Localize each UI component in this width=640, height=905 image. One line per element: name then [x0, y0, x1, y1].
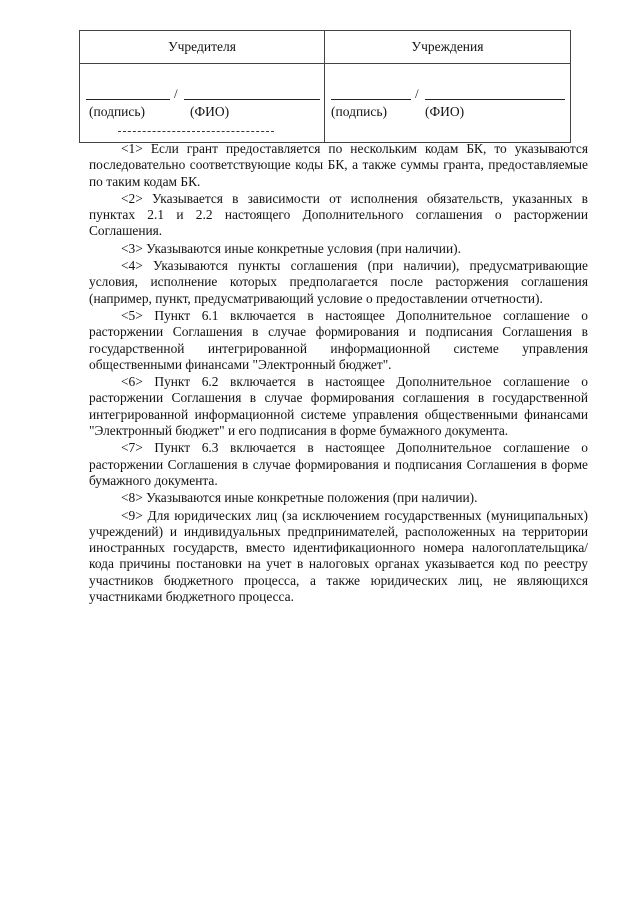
footnote-6: <6> Пункт 6.2 включается в настоящее Дополнительное соглашение о расторжении Соглашения в случае формирования соглашения в государственной интегрированной информационной системе управления общественными финансами "Электронный бюджет" и его подписания в форме бумажного документа.: [89, 374, 588, 439]
footnote-separator: [118, 131, 274, 132]
institution-signature-cell: [325, 64, 571, 143]
founder-header: Учредителя: [80, 31, 325, 64]
institution-name-caption: (ФИО): [425, 104, 465, 119]
founder-slash: /: [174, 86, 178, 101]
institution-slash: /: [415, 86, 419, 101]
footnote-1: <1> Если грант предоставляется по нескольким кодам БК, то указываются последовательно соответствующие коды БК, а также суммы гранта, предоставляемые по таким кодам БК.: [89, 141, 588, 189]
footnotes: [89, 141, 588, 606]
founder-name-line: [184, 98, 320, 100]
institution-header: Учреждения: [325, 31, 571, 64]
founder-signature-line: [86, 98, 170, 100]
institution-name-line: [425, 98, 565, 100]
institution-signature-caption: (подпись): [331, 104, 388, 119]
institution-signature-line: [331, 98, 411, 100]
footnote-4: <4> Указываются пункты соглашения (при наличии), предусматривающие условия, исполнение которых предполагается после расторжения соглашения (например, пункт, предусматривающий условие о предоставлении отчетности).: [89, 258, 588, 306]
footnote-7: <7> Пункт 6.3 включается в настоящее Дополнительное соглашение о расторжении Соглашения в случае формирования и подписания Соглашения в форме бумажного документа.: [89, 440, 588, 488]
signature-table: [79, 30, 571, 143]
footnote-2: <2> Указывается в зависимости от исполнения обязательств, указанных в пунктах 2.1 и 2.2 настоящего Дополнительного соглашения о расторжении Соглашения.: [89, 190, 588, 239]
founder-signature-caption: (подпись): [89, 104, 146, 119]
footnote-3: <3> Указываются иные конкретные условия (при наличии).: [121, 240, 461, 256]
footnote-5: <5> Пункт 6.1 включается в настоящее Дополнительное соглашение о расторжении Соглашения в случае формирования и подписания Соглашения в государственной интегрированной информационной системе управления общественными финансами "Электронный бюджет".: [89, 307, 588, 372]
footnote-8: <8> Указываются иные конкретные положения (при наличии).: [121, 490, 478, 506]
founder-name-caption: (ФИО): [190, 104, 230, 119]
footnote-9: <9> Для юридических лиц (за исключением государственных (муниципальных) учреждений) и индивидуальных предпринимателей, расположенных на территории иностранных государств, вместо идентификационного номера налогоплательщика/кода причины постановки на учет в налоговых органах указывается код по реестру участников бюджетного процесса, а также юридических лиц, не являющихся участниками бюджетного процесса.: [89, 507, 588, 605]
